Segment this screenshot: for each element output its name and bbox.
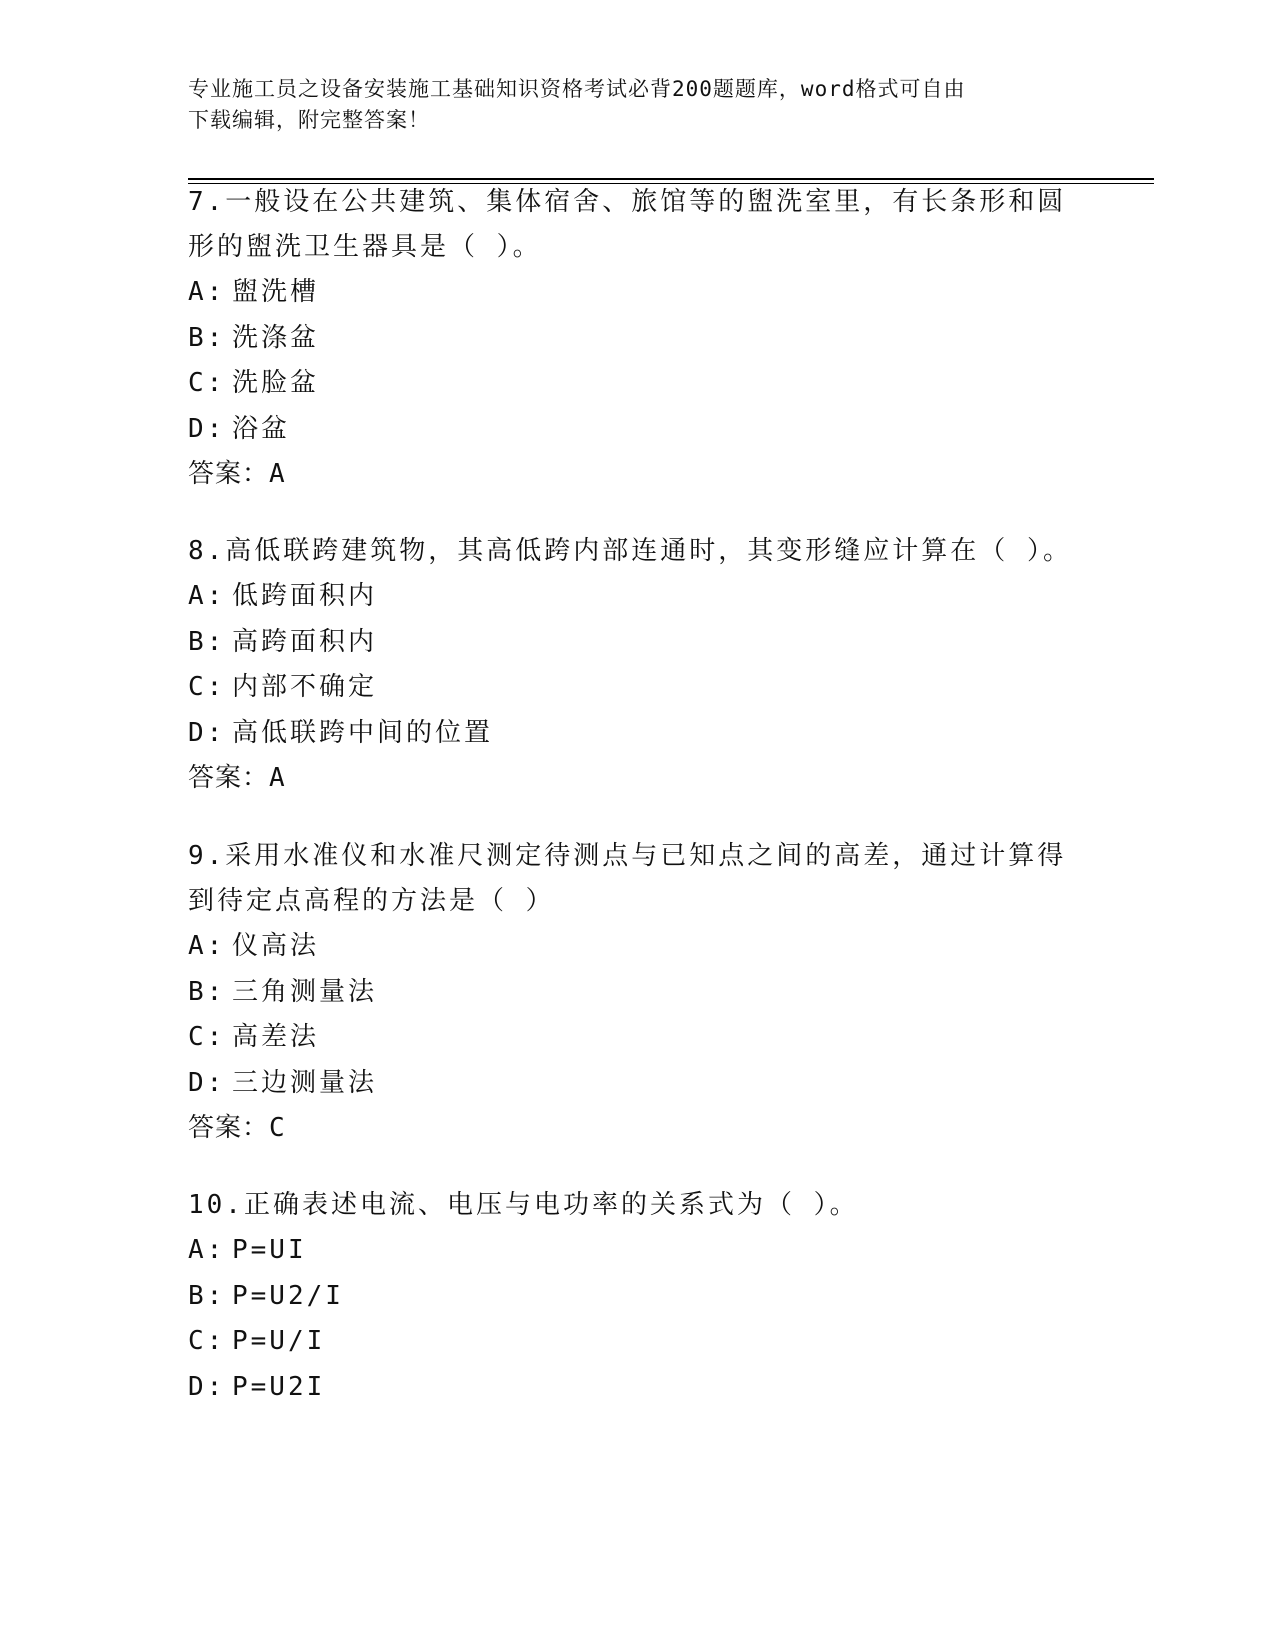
option-a — [188, 1228, 1088, 1274]
option-letter: A: — [188, 581, 226, 611]
option-d — [188, 711, 1088, 757]
option-letter: D: — [188, 1371, 226, 1402]
question-text-line: 9.采用水准仪和水准尺测定待测点与已知点之间的高差，通过计算得 — [188, 841, 1067, 871]
question-7 — [188, 180, 1088, 497]
answer-value: A — [269, 459, 285, 489]
document-header — [188, 74, 1068, 136]
question-8 — [188, 529, 1088, 801]
option-text: 三角测量法 — [232, 976, 378, 1007]
question-9 — [188, 834, 1088, 1151]
option-letter: C: — [188, 672, 226, 702]
option-d — [188, 407, 1088, 453]
header-line-1: 专业施工员之设备安装施工基础知识资格考试必背200题题库，word格式可自由 — [188, 77, 966, 101]
option-text: 内部不确定 — [232, 672, 378, 702]
option-letter: D: — [188, 1067, 226, 1098]
answer-label: 答案： — [188, 1113, 270, 1143]
option-text: P=UI — [232, 1235, 307, 1265]
option-b — [188, 1274, 1088, 1320]
answer-line — [188, 452, 1088, 497]
option-text: 高低联跨中间的位置 — [232, 717, 494, 748]
option-d — [188, 1365, 1088, 1411]
option-letter: B: — [188, 1280, 226, 1311]
option-letter: B: — [188, 626, 226, 657]
option-text: 浴盆 — [232, 413, 291, 444]
option-text: 高跨面积内 — [232, 626, 378, 657]
answer-line — [188, 756, 1088, 801]
option-d — [188, 1061, 1088, 1107]
question-10 — [188, 1183, 1088, 1410]
question-text-line: 到待定点高程的方法是（ ） — [188, 886, 555, 916]
option-c — [188, 1015, 1088, 1061]
answer-line — [188, 1106, 1088, 1151]
option-text: 三边测量法 — [232, 1067, 378, 1098]
option-letter: C: — [188, 1022, 226, 1052]
option-b — [188, 970, 1088, 1016]
option-text: P=U2I — [232, 1371, 326, 1402]
option-letter: B: — [188, 976, 226, 1007]
option-letter: C: — [188, 1326, 226, 1356]
option-a — [188, 574, 1088, 620]
question-text-line: 10.正确表述电流、电压与电功率的关系式为（ ）。 — [188, 1190, 859, 1220]
option-letter: A: — [188, 1235, 226, 1265]
question-text-line: 8.高低联跨建筑物，其高低跨内部连通时，其变形缝应计算在（ ）。 — [188, 536, 1072, 566]
option-letter: C: — [188, 368, 226, 398]
option-letter: A: — [188, 931, 226, 961]
header-line-2: 下载编辑，附完整答案！ — [188, 108, 430, 132]
option-text: 盥洗槽 — [232, 277, 320, 307]
option-b — [188, 316, 1088, 362]
option-letter: D: — [188, 717, 226, 748]
option-text: 洗脸盆 — [232, 368, 320, 398]
option-text: 高差法 — [232, 1022, 320, 1052]
answer-label: 答案： — [188, 763, 270, 793]
option-c — [188, 361, 1088, 407]
answer-label: 答案： — [188, 459, 270, 489]
option-a — [188, 924, 1088, 970]
option-letter: A: — [188, 277, 226, 307]
option-b — [188, 620, 1088, 666]
option-text: P=U2/I — [232, 1280, 344, 1311]
option-c — [188, 665, 1088, 711]
option-c — [188, 1319, 1088, 1365]
question-text-line: 形的盥洗卫生器具是（ ）。 — [188, 232, 542, 262]
option-text: 低跨面积内 — [232, 581, 378, 611]
answer-value: A — [269, 763, 285, 793]
option-letter: B: — [188, 322, 226, 353]
question-text-line: 7.一般设在公共建筑、集体宿舍、旅馆等的盥洗室里，有长条形和圆 — [188, 187, 1067, 217]
option-letter: D: — [188, 413, 226, 444]
option-text: 仪高法 — [232, 931, 320, 961]
option-a — [188, 270, 1088, 316]
option-text: P=U/I — [232, 1326, 326, 1356]
answer-value: C — [269, 1113, 285, 1143]
option-text: 洗涤盆 — [232, 322, 320, 353]
